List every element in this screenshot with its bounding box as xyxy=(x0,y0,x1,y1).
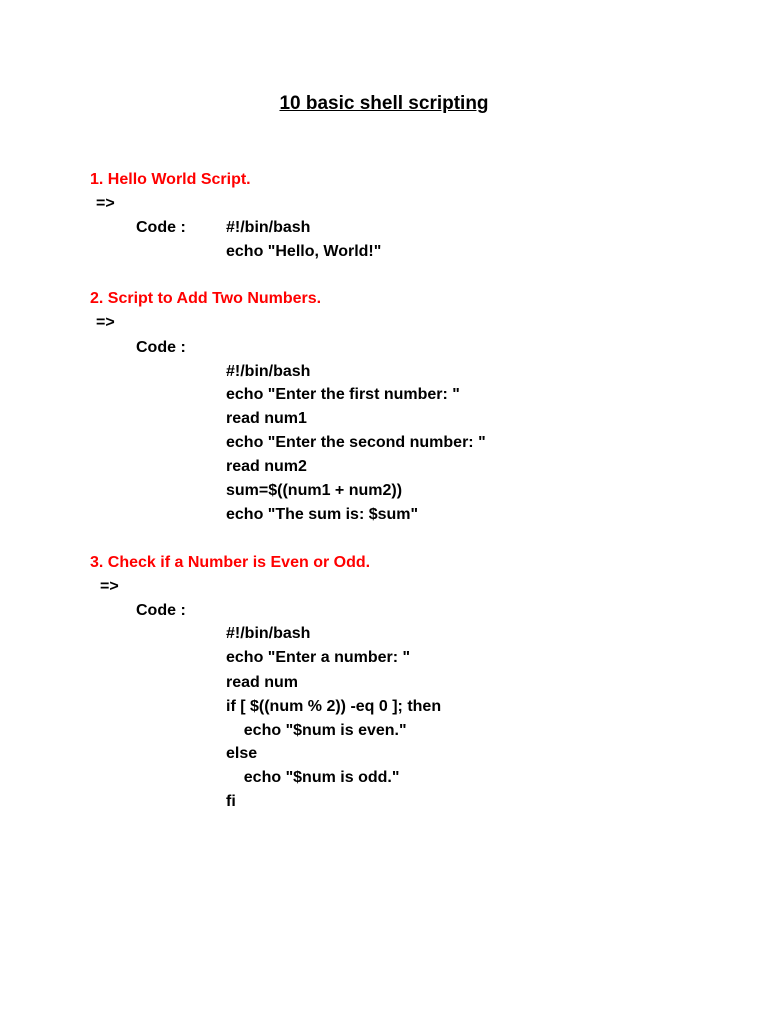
code-line: #!/bin/bash xyxy=(226,625,311,642)
code-line: echo "Enter a number: " xyxy=(226,649,411,666)
code-line: fi xyxy=(226,793,236,810)
section-heading: 1. Hello World Script. xyxy=(90,171,251,188)
arrow-marker: => xyxy=(96,314,115,331)
arrow-marker: => xyxy=(96,195,115,212)
code-line: if [ $((num % 2)) -eq 0 ]; then xyxy=(226,698,442,715)
code-line: else xyxy=(226,745,258,762)
code-line: #!/bin/bash xyxy=(226,219,311,236)
code-label: Code : xyxy=(136,219,186,236)
arrow-marker: => xyxy=(100,578,119,595)
section-heading: 2. Script to Add Two Numbers. xyxy=(90,290,322,307)
code-line: echo "Enter the first number: " xyxy=(226,386,460,403)
document-title: 10 basic shell scripting xyxy=(279,93,489,114)
code-line: read num1 xyxy=(226,410,307,427)
section-heading: 3. Check if a Number is Even or Odd. xyxy=(90,554,371,571)
code-label: Code : xyxy=(136,602,186,619)
code-line: #!/bin/bash xyxy=(226,363,311,380)
code-line: sum=$((num1 + num2)) xyxy=(226,482,403,499)
code-line: echo "The sum is: $sum" xyxy=(226,506,419,523)
code-line: read num xyxy=(226,674,299,691)
code-label: Code : xyxy=(136,339,186,356)
code-line: echo "$num is odd." xyxy=(226,769,400,786)
code-line: echo "$num is even." xyxy=(226,722,407,739)
code-line: read num2 xyxy=(226,458,307,475)
code-line: echo "Enter the second number: " xyxy=(226,434,486,451)
code-line: echo "Hello, World!" xyxy=(226,243,382,260)
